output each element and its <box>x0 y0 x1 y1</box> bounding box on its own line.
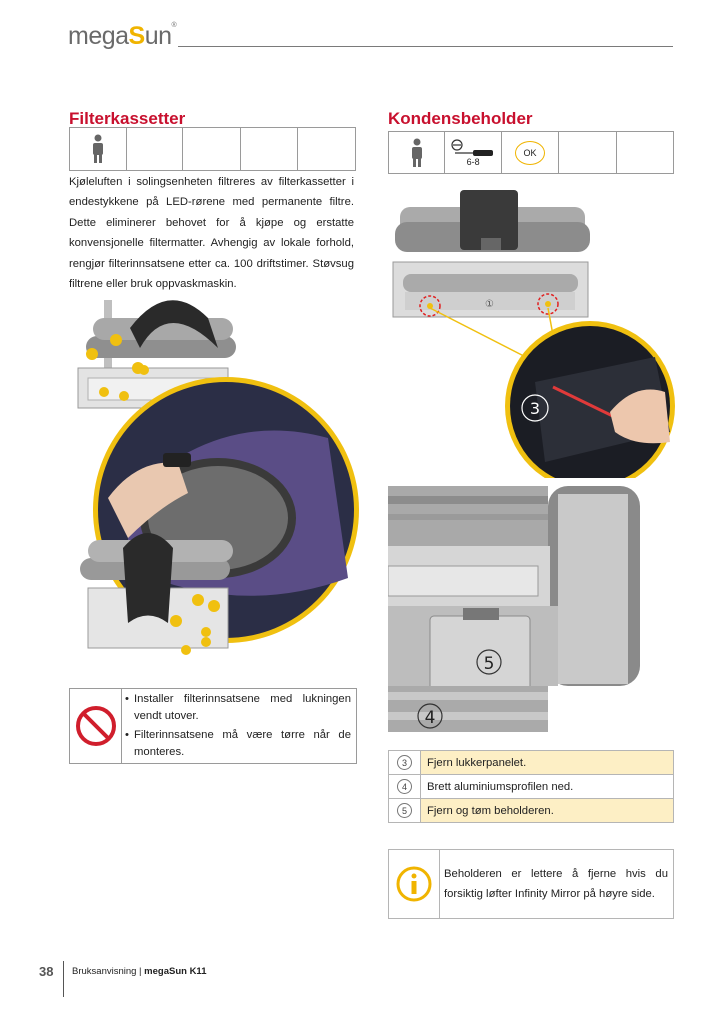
info-icon-cell <box>389 850 440 918</box>
right-icon-row <box>388 131 674 174</box>
step-number: 3 <box>397 755 412 770</box>
steps-table <box>388 750 674 823</box>
step-row <box>389 799 673 822</box>
step-row <box>389 751 673 775</box>
solarium-unit-bottom-illustration <box>80 533 233 655</box>
section-title-kondensbeholder: Kondensbeholder <box>388 109 533 128</box>
filter-description: Kjøleluften i solingsenheten filtreres av filterkassetter i endestykkene på LED-rørene med permanente filtre. Dette eliminerer behovet for å kjøpe og erstatte konvensjonelle filtermatter. Avhengig av lokale forhold, rengjør filterinnsatsene etter ca. 100 driftstimer. Støvsug filtrene eller bruk oppvaskmaskin. <box>69 176 354 291</box>
megasun-logo: megaSun® <box>68 22 177 50</box>
empty-cell <box>559 132 616 173</box>
step-text: Fjern og tøm beholderen. <box>421 799 673 822</box>
condensate-container-photo <box>388 486 640 732</box>
warning-item: • Installer filterinnsatsene med lukningen vendt utover. <box>123 691 351 724</box>
warning-list <box>123 691 351 763</box>
person-icon <box>410 138 424 168</box>
info-text: Beholderen er lettere å fjerne hvis du forsiktig løfter Infinity Mirror på høyre side. <box>444 868 668 900</box>
step-number: 5 <box>397 803 412 818</box>
empty-cell <box>127 128 184 170</box>
person-icon <box>91 134 105 164</box>
footer-divider <box>63 961 64 997</box>
empty-cell <box>298 128 355 170</box>
callout-5: 5 <box>483 654 495 674</box>
filter-cassette-illustration <box>68 288 360 674</box>
section-title-filterkassetter: Filterkassetter <box>69 109 186 128</box>
callout-1: ① <box>485 299 494 310</box>
empty-cell <box>617 132 673 173</box>
warning-icon-cell <box>70 689 122 763</box>
step-row <box>389 775 673 799</box>
page-number: 38 <box>39 964 54 979</box>
screwdriver-icon <box>451 139 495 159</box>
ok-cell <box>502 132 559 173</box>
empty-cell <box>241 128 299 170</box>
callout-4: 4 <box>424 708 436 728</box>
footer-product-name: megaSun K11 <box>144 966 207 977</box>
info-icon <box>395 865 433 903</box>
empty-cell <box>183 128 241 170</box>
step-text: Fjern lukkerpanelet. <box>421 751 673 774</box>
person-icon-cell <box>70 128 127 170</box>
condensate-overview-illustration <box>385 182 685 478</box>
footer-manual-label: Bruksanvisning | <box>72 966 145 977</box>
ok-badge: OK <box>515 141 545 165</box>
callout-3-large: 3 <box>529 399 541 418</box>
tool-size-label: 6-8 <box>466 156 480 167</box>
prohibited-icon <box>75 705 117 747</box>
warning-item: • Filterinnsatsene må være tørre når de monteres. <box>123 727 351 760</box>
person-icon-cell <box>389 132 445 173</box>
warning-box <box>69 688 357 764</box>
screwdriver-cell <box>445 132 501 173</box>
header-divider <box>178 46 673 47</box>
footer-text <box>72 966 206 977</box>
step-text: Brett aluminiumsprofilen ned. <box>427 780 574 793</box>
info-box <box>388 849 674 919</box>
step-number: 4 <box>397 779 412 794</box>
left-icon-row <box>69 127 356 171</box>
